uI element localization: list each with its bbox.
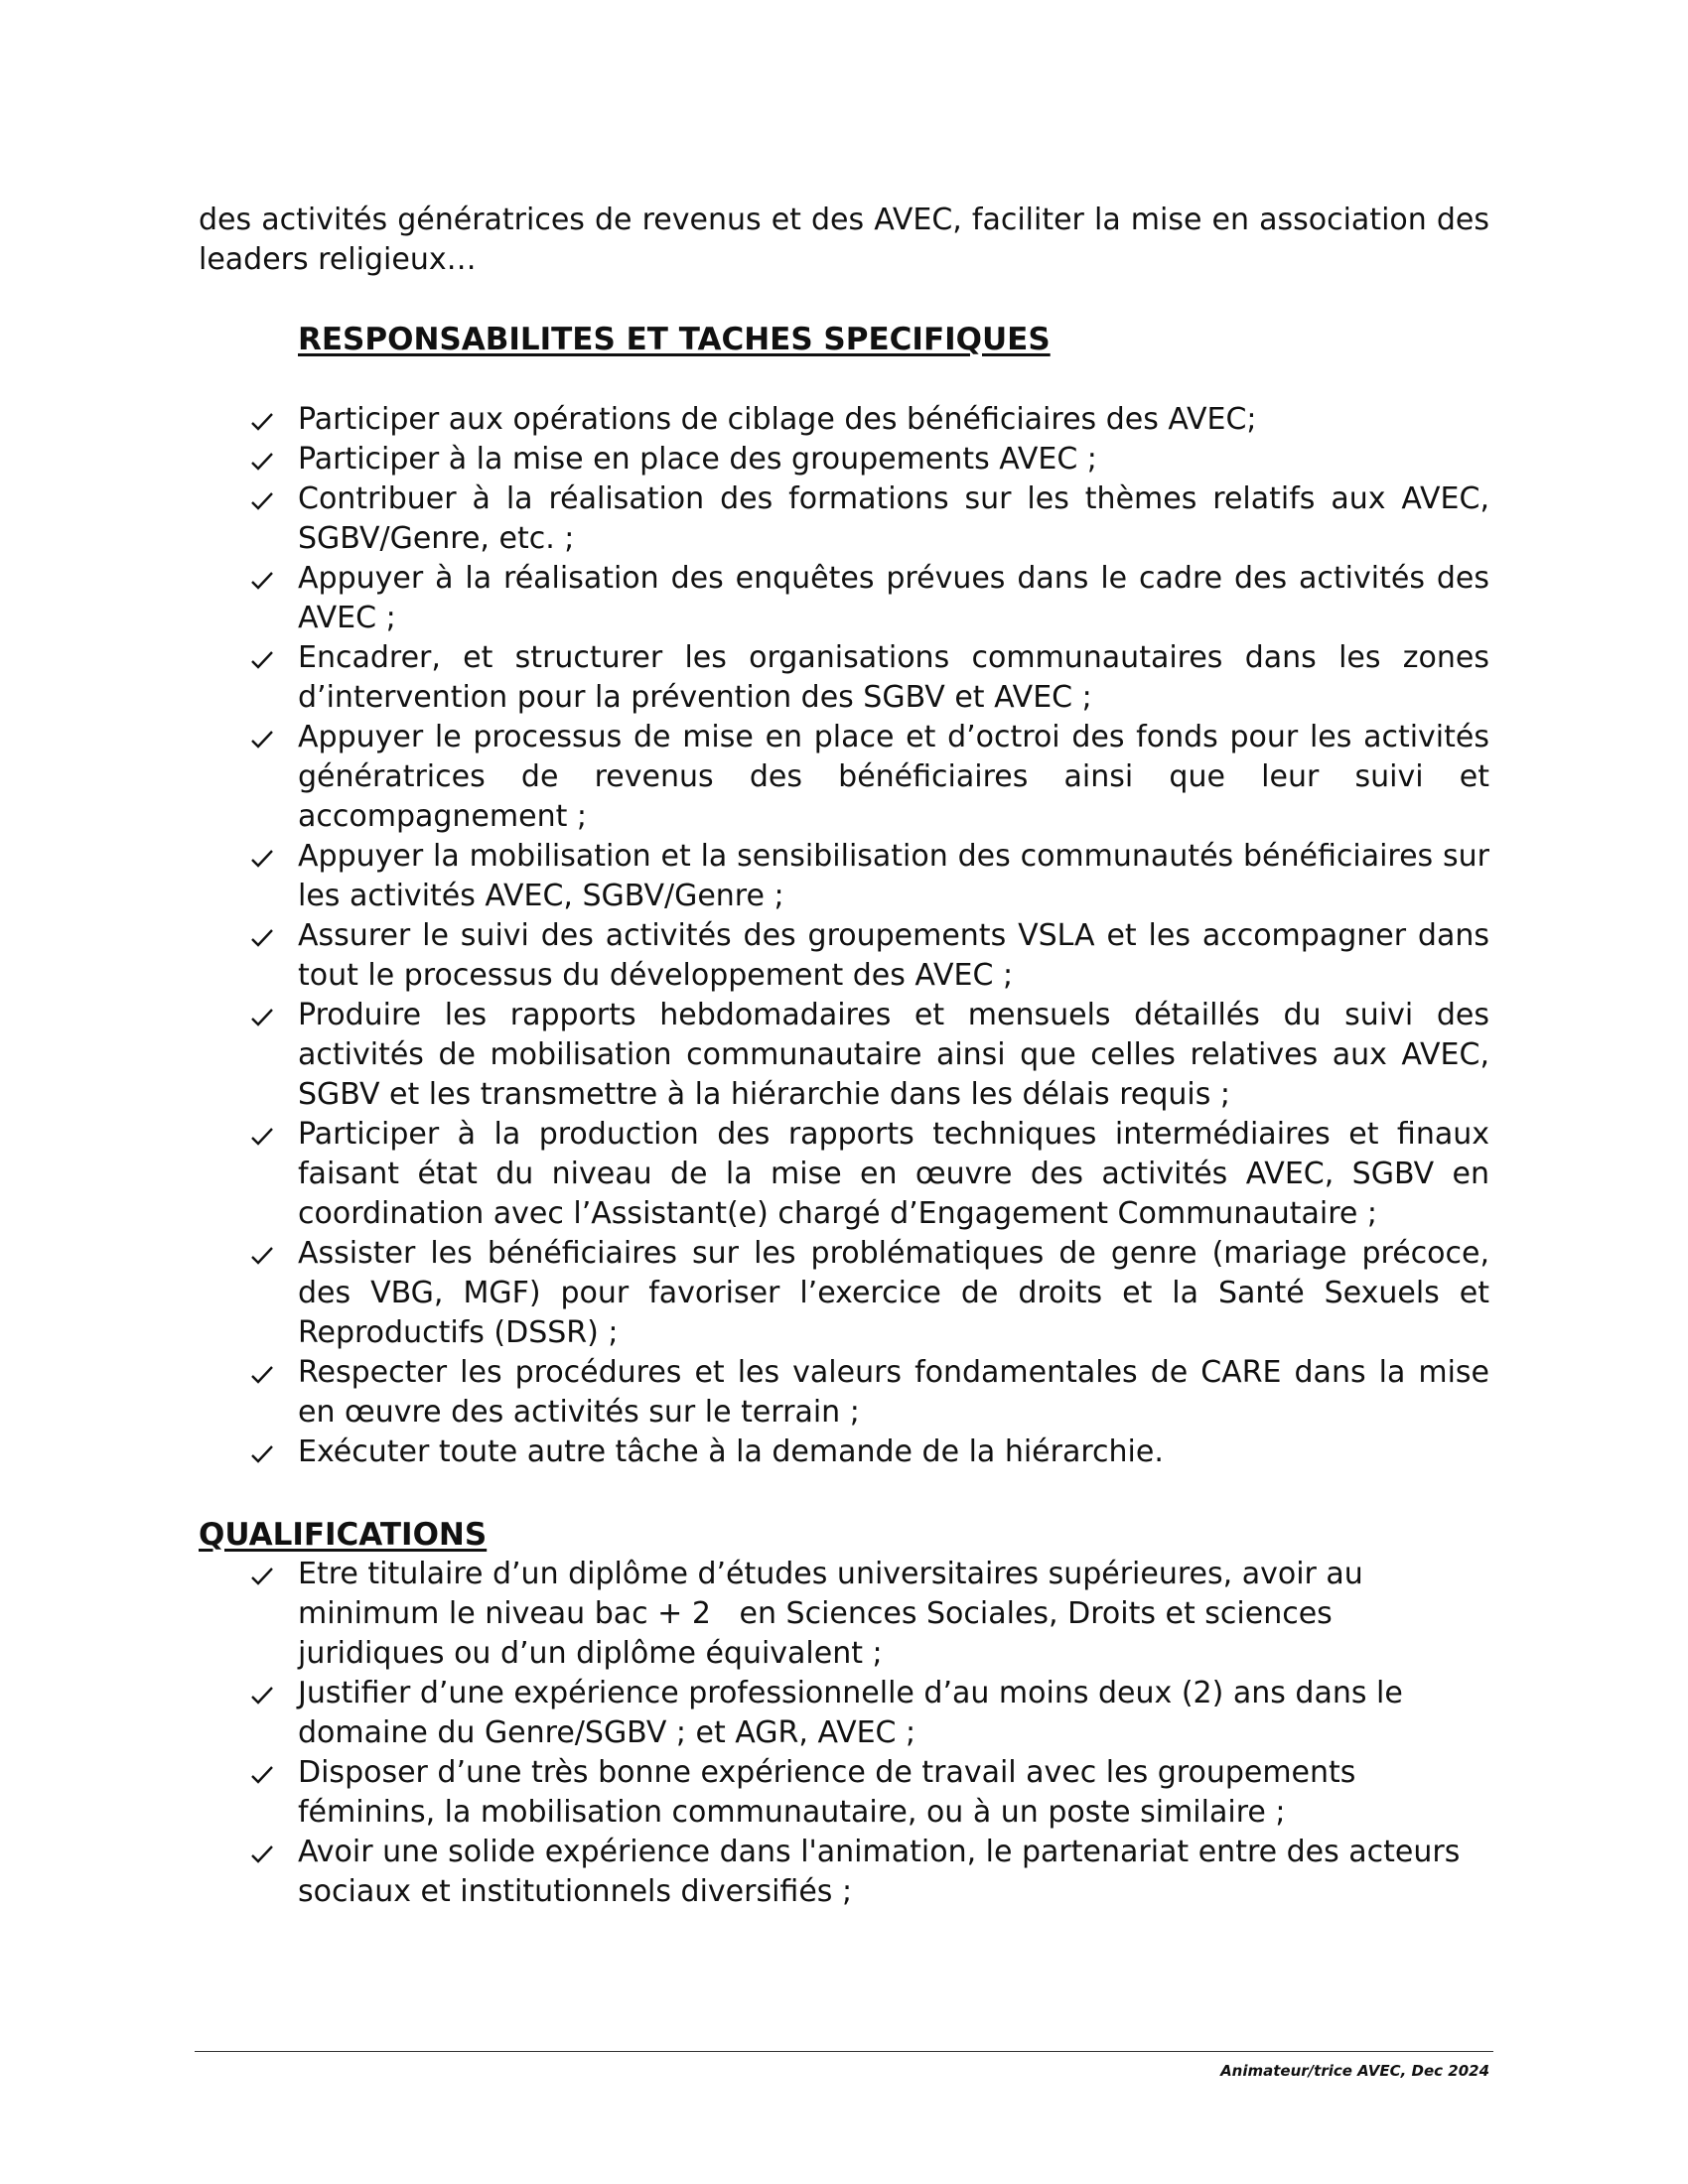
list-item-text: Participer à la production des rapports techniques intermédiaires et finaux faisant état du niveau de la mise en œuvre des activités AVEC, SGBV en coordination avec l’Assistant(e) chargé d’Engagement Communautaire ;	[298, 1117, 1489, 1231]
list-item	[0, 1115, 1688, 1234]
list-item	[0, 1433, 1688, 1472]
list-item	[0, 638, 1688, 718]
list-item-text: Encadrer, et structurer les organisations communautaires dans les zones d’intervention pour la prévention des SGBV et AVEC ;	[298, 640, 1489, 715]
list-item	[0, 1234, 1688, 1353]
list-item	[0, 440, 1688, 479]
responsibilities-list	[0, 400, 1688, 1472]
list-item-text: Appuyer le processus de mise en place et d’octroi des fonds pour les activités génératrices de revenus des bénéficiaires ainsi que leur suivi et accompagnement ;	[298, 720, 1489, 834]
checkmark-icon	[249, 559, 279, 599]
checkmark-icon	[249, 1555, 279, 1594]
checkmark-icon	[249, 1753, 279, 1793]
list-item-text: Appuyer à la réalisation des enquêtes prévues dans le cadre des activités des AVEC ;	[298, 561, 1489, 635]
qualifications-heading: QUALIFICATIONS	[199, 1517, 488, 1553]
list-item	[0, 1833, 1688, 1912]
list-item-text: Contribuer à la réalisation des formations sur les thèmes relatifs aux AVEC, SGBV/Genre, etc. ;	[298, 481, 1489, 556]
list-item	[0, 559, 1688, 638]
list-item	[0, 1674, 1688, 1753]
list-item-text: Appuyer la mobilisation et la sensibilisation des communautés bénéficiaires sur les activités AVEC, SGBV/Genre ;	[298, 839, 1489, 913]
list-item	[0, 1353, 1688, 1433]
checkmark-icon	[249, 1433, 279, 1472]
checkmark-icon	[249, 916, 279, 956]
list-item	[0, 996, 1688, 1115]
checkmark-icon	[249, 837, 279, 877]
list-item-text: Avoir une solide expérience dans l'animation, le partenariat entre des acteurs sociaux et institutionnels diversifiés ;	[298, 1835, 1461, 1909]
list-item-text: Disposer d’une très bonne expérience de travail avec les groupements féminins, la mobilisation communautaire, ou à un poste similaire ;	[298, 1755, 1356, 1830]
list-item-text: Exécuter toute autre tâche à la demande de la hiérarchie.	[298, 1434, 1164, 1469]
list-item-text: Justifier d’une expérience professionnelle d’au moins deux (2) ans dans le domaine du Genre/SGBV ; et AGR, AVEC ;	[298, 1676, 1403, 1750]
list-item	[0, 1753, 1688, 1833]
list-item-text: Participer aux opérations de ciblage des bénéficiaires des AVEC;	[298, 402, 1257, 437]
list-item-text: Participer à la mise en place des groupements AVEC ;	[298, 442, 1097, 477]
intro-paragraph: des activités génératrices de revenus et des AVEC, faciliter la mise en association des leaders religieux…	[199, 203, 1489, 277]
footer-divider	[195, 2051, 1493, 2052]
checkmark-icon	[249, 1234, 279, 1274]
checkmark-icon	[249, 479, 279, 519]
list-item	[0, 916, 1688, 996]
checkmark-icon	[249, 1833, 279, 1872]
checkmark-icon	[249, 996, 279, 1035]
checkmark-icon	[249, 440, 279, 479]
list-item-text: Etre titulaire d’un diplôme d’études universitaires supérieures, avoir au minimum le niveau bac + 2 en Sciences Sociales, Droits et sciences juridiques ou d’un diplôme équivalent ;	[298, 1557, 1373, 1671]
checkmark-icon	[249, 400, 279, 440]
list-item	[0, 718, 1688, 837]
checkmark-icon	[249, 718, 279, 757]
checkmark-icon	[249, 1115, 279, 1155]
list-item	[0, 400, 1688, 440]
list-item	[0, 479, 1688, 559]
list-item-text: Assurer le suivi des activités des groupements VSLA et les accompagner dans tout le processus du développement des AVEC ;	[298, 918, 1489, 993]
list-item	[0, 1555, 1688, 1674]
checkmark-icon	[249, 1353, 279, 1393]
footer-label: Animateur/trice AVEC, Dec 2024	[1220, 2062, 1489, 2080]
checkmark-icon	[249, 638, 279, 678]
qualifications-list	[0, 1555, 1688, 1912]
list-item-text: Respecter les procédures et les valeurs fondamentales de CARE dans la mise en œuvre des activités sur le terrain ;	[298, 1355, 1489, 1430]
list-item	[0, 837, 1688, 916]
responsibilities-heading: RESPONSABILITES ET TACHES SPECIFIQUES	[298, 322, 1051, 357]
list-item-text: Produire les rapports hebdomadaires et mensuels détaillés du suivi des activités de mobilisation communautaire ainsi que celles relatives aux AVEC, SGBV et les transmettre à la hiérarchie dans les délais requis ;	[298, 998, 1489, 1112]
list-item-text: Assister les bénéficiaires sur les problématiques de genre (mariage précoce, des VBG, MGF) pour favoriser l’exercice de droits et la Santé Sexuels et Reproductifs (DSSR) ;	[298, 1236, 1489, 1350]
checkmark-icon	[249, 1674, 279, 1713]
